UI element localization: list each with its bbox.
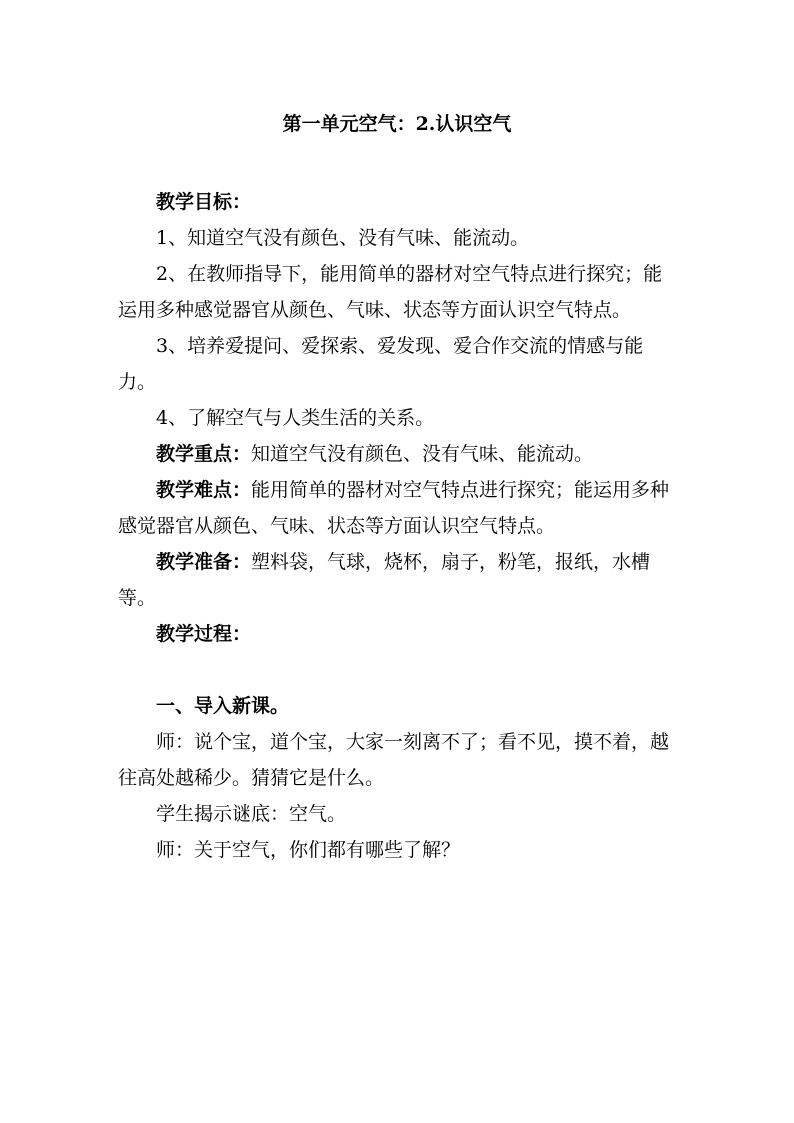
key-point-label: 教学重点： [156,443,252,465]
objectives-heading: 教学目标： [156,191,252,213]
objective-item-1: 1、知道空气没有颜色、没有气味、能流动。 [156,227,530,249]
key-point-paragraph [118,436,676,472]
section-1-paragraph-1: 师：说个宝，道个宝，大家一刻离不了；看不见，摸不着，越往高处越稀少。猜猜它是什么。 [118,731,670,789]
difficulty-label: 教学难点： [156,479,252,501]
section-1-paragraph-2: 学生揭示谜底：空气。 [156,803,347,825]
preparation-paragraph [118,544,676,616]
preparation-text: 塑料袋，气球，烧杯，扇子，粉笔，报纸，水槽等。 [118,551,651,609]
objective-item-3: 3、培养爱提问、爱探索、爱发现、爱合作交流的情感与能力。 [118,335,644,393]
difficulty-paragraph [118,472,676,544]
document-title: 第一单元空气：2.认识空气 [282,113,512,135]
process-heading: 教学过程： [156,623,252,645]
preparation-label: 教学准备： [156,551,252,573]
key-point-text: 知道空气没有颜色、没有气味、能流动。 [251,443,594,465]
section-1-heading: 一、导入新课。 [156,695,290,717]
blank-line [118,652,676,688]
difficulty-text: 能用简单的器材对空气特点进行探究；能运用多种感觉器官从颜色、气味、状态等方面认识空气特点。 [118,479,670,537]
objective-item-2: 2、在教师指导下，能用简单的器材对空气特点进行探究；能运用多种感觉器官从颜色、气味、状态等方面认识空气特点。 [118,263,663,321]
section-1-paragraph-3: 师：关于空气，你们都有哪些了解？ [156,839,461,861]
objective-item-4: 4、了解空气与人类生活的关系。 [156,407,435,429]
